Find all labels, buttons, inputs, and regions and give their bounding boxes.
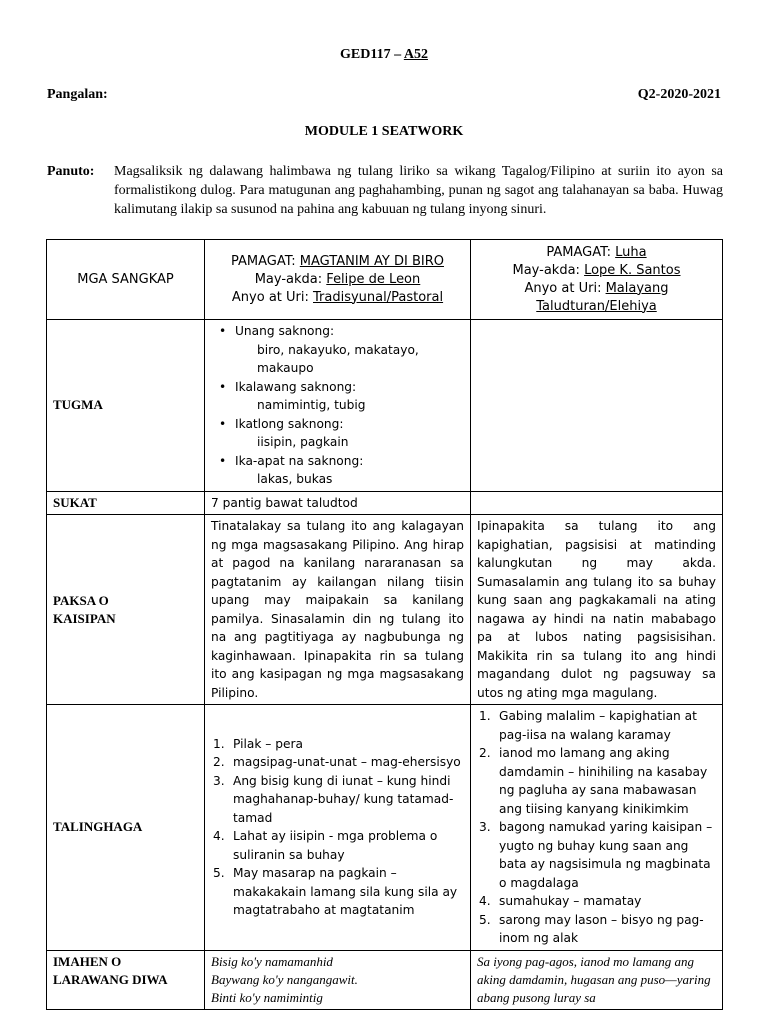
stanza-heading: Ika-apat na saknong: bbox=[235, 453, 364, 468]
table-row-imahen bbox=[47, 950, 723, 1009]
imahen-line: Baywang ko'y nangangawit. bbox=[211, 971, 358, 987]
list-number: 3. bbox=[479, 820, 491, 834]
poem2-title: Luha bbox=[615, 244, 647, 260]
bullet-icon: • bbox=[219, 379, 227, 394]
talinghaga-text: magsipag-unat-unat – mag-ehersisyo bbox=[233, 755, 461, 770]
col-header-sangkap: MGA SANGKAP bbox=[47, 240, 205, 320]
talinghaga-item bbox=[213, 772, 464, 828]
sukat-poem2 bbox=[471, 491, 723, 515]
bullet-icon: • bbox=[219, 324, 227, 338]
term-label: Q2-2020-2021 bbox=[637, 87, 721, 102]
tugma-poem1 bbox=[205, 320, 471, 492]
row-label-tugma: TUGMA bbox=[47, 320, 205, 492]
talinghaga-text: Gabing malalim – kapighatian at pag-iisa na walang karamay bbox=[499, 709, 697, 742]
talinghaga-poem2 bbox=[471, 705, 723, 951]
tugma-stanza-item bbox=[219, 415, 464, 452]
poem2-header: PAMAGAT: Luha May-akda: Lope K. Santos Anyo at Uri: Malayang Taludturan/Elehiya bbox=[471, 240, 723, 320]
list-number: 5. bbox=[213, 866, 225, 881]
section-code: A52 bbox=[403, 47, 428, 62]
talinghaga-item bbox=[479, 818, 716, 892]
talinghaga-item bbox=[479, 892, 716, 911]
talinghaga-item bbox=[213, 864, 464, 920]
tugma-poem2 bbox=[471, 320, 723, 492]
table-header-row bbox=[47, 240, 723, 320]
poem1-author: Felipe de Leon bbox=[326, 271, 421, 287]
tugma-stanza-item bbox=[219, 378, 464, 415]
tugma-stanza-item bbox=[219, 322, 464, 378]
list-number: 2. bbox=[213, 755, 225, 770]
directions-label: Panuto: bbox=[47, 164, 95, 179]
paksa-poem1: Tinatalakay sa tulang ito ang kalagayan ng mga magsasakang Pilipino. Ang hirap at pagod na kanilang nararanasan sa pagtatanim ay kailangan nilang tiisin upang may maipakain sa kanilang pamilya. Sinasalamin din ng tulang ito na ang pagtitiyaga ay nagbubunga ng kaginhawaan. Ipinapakita rin sa tulang ito ang kasipagan ng mga magsasakang Pilipino. bbox=[205, 515, 471, 705]
course-code-heading: GED117 – A52 bbox=[340, 47, 428, 62]
table-row-tugma bbox=[47, 320, 723, 492]
table-row-paksa bbox=[47, 515, 723, 705]
talinghaga-text: Pilak – pera bbox=[233, 736, 303, 751]
talinghaga-text: May masarap na pagkain – makakakain lamang sila kung sila ay magtatrabaho at magtatanim bbox=[233, 866, 458, 918]
list-number: 5. bbox=[479, 912, 491, 927]
table-row-sukat bbox=[47, 491, 723, 515]
poem1-title: MAGTANIM AY DI BIRO bbox=[299, 253, 444, 269]
imahen-line: Bisig ko'y namamanhid bbox=[211, 953, 333, 969]
paksa-poem2: Ipinapakita sa tulang ito ang kapighatian, pagsisisi at matinding kalungkutan ng may akda. Sumasalamin ang tulang ito sa buhay kung saan ang pagkakamali na ating nagawa ay hindi na natin mababago pa at lubos nating pagsisisihan. Makikita rin sa tulang ito ang hindi magandang dulot ng pagsuway sa utos ng ating mga magulang. bbox=[471, 515, 723, 705]
talinghaga-item bbox=[479, 707, 716, 744]
bullet-icon: • bbox=[219, 453, 227, 468]
talinghaga-poem1 bbox=[205, 705, 471, 951]
row-label-sukat: SUKAT bbox=[47, 491, 205, 515]
talinghaga-item bbox=[479, 744, 716, 818]
list-number: 1. bbox=[479, 709, 491, 723]
list-number: 1. bbox=[213, 736, 225, 751]
talinghaga-text: bagong namukad yaring kaisipan – yugto ng buhay kung saan ang bata ay nagsisimula ng magbinata o magdalaga bbox=[499, 820, 713, 890]
list-number: 4. bbox=[479, 894, 491, 908]
row-label-imahen: IMAHEN O LARAWANG DIWA bbox=[47, 950, 205, 1009]
poem1-header: PAMAGAT: MAGTANIM AY DI BIRO May-akda: Felipe de Leon Anyo at Uri: Tradisyunal/Pastoral bbox=[205, 240, 471, 320]
stanza-rhymes: lakas, bukas bbox=[257, 472, 333, 486]
poem1-form: Tradisyunal/Pastoral bbox=[313, 289, 444, 305]
stanza-rhymes: namimintig, tubig bbox=[257, 398, 366, 412]
directions bbox=[47, 162, 723, 219]
stanza-rhymes: iisipin, pagkain bbox=[257, 435, 349, 449]
row-label-talinghaga: TALINGHAGA bbox=[47, 705, 205, 951]
imahen-poem2: Sa iyong pag-agos, ianod mo lamang ang aking damdamin, hugasan ang puso—yaring abang pusong luray sa bbox=[471, 950, 723, 1009]
directions-text: Magsaliksik ng dalawang halimbawa ng tulang liriko sa wikang Tagalog/Filipino at suriin ito ayon sa formalistikong dulog. Para matugunan ang paghahambing, punan ng sagot ang talahanayan sa baba. Huwag kalimutang ilakip sa susunod na pahina ang kabuuan ng tulang inyong sinuri. bbox=[114, 164, 723, 217]
talinghaga-item bbox=[479, 911, 716, 948]
row-label-paksa: PAKSA O KAISIPAN bbox=[47, 515, 205, 705]
poem2-author: Lope K. Santos bbox=[584, 262, 681, 278]
talinghaga-item bbox=[213, 735, 464, 754]
talinghaga-item bbox=[213, 753, 464, 772]
seatwork-table bbox=[46, 239, 723, 1010]
page-title: MODULE 1 SEATWORK bbox=[304, 124, 464, 139]
talinghaga-text: sarong may lason – bisyo ng pag-inom ng alak bbox=[499, 912, 704, 945]
stanza-rhymes: makaupo bbox=[257, 361, 314, 375]
list-number: 2. bbox=[479, 746, 491, 760]
talinghaga-text: ianod mo lamang ang aking damdamin – hinihiling na kasabay ng pagluha ay sana mabawasan ang tiising kanyang kinikimkim bbox=[499, 746, 708, 816]
poem2-form-a: Malayang bbox=[605, 280, 669, 296]
list-number: 3. bbox=[213, 773, 225, 788]
imahen-poem1 bbox=[205, 950, 471, 1009]
talinghaga-text: Ang bisig kung di iunat – kung hindi maghahanap-buhay/ kung tatamad-tamad bbox=[233, 773, 454, 825]
imahen-line: Binti ko'y namimintig bbox=[211, 989, 323, 1005]
bullet-icon: • bbox=[219, 416, 227, 431]
list-number: 4. bbox=[213, 829, 225, 844]
table-row-talinghaga bbox=[47, 705, 723, 951]
stanza-heading: Ikatlong saknong: bbox=[235, 416, 344, 431]
poem2-form-b: Taludturan/Elehiya bbox=[536, 298, 657, 314]
stanza-heading: Unang saknong: bbox=[235, 324, 335, 338]
talinghaga-text: sumahukay – mamatay bbox=[499, 894, 642, 908]
stanza-rhymes: biro, nakayuko, makatayo, bbox=[257, 342, 419, 357]
sukat-poem1: 7 pantig bawat taludtod bbox=[205, 491, 471, 515]
tugma-stanza-item bbox=[219, 452, 464, 489]
name-label: Pangalan: bbox=[47, 87, 108, 102]
stanza-heading: Ikalawang saknong: bbox=[235, 379, 357, 394]
talinghaga-text: Lahat ay iisipin - mga problema o suliranin sa buhay bbox=[233, 829, 438, 862]
talinghaga-item bbox=[213, 827, 464, 864]
